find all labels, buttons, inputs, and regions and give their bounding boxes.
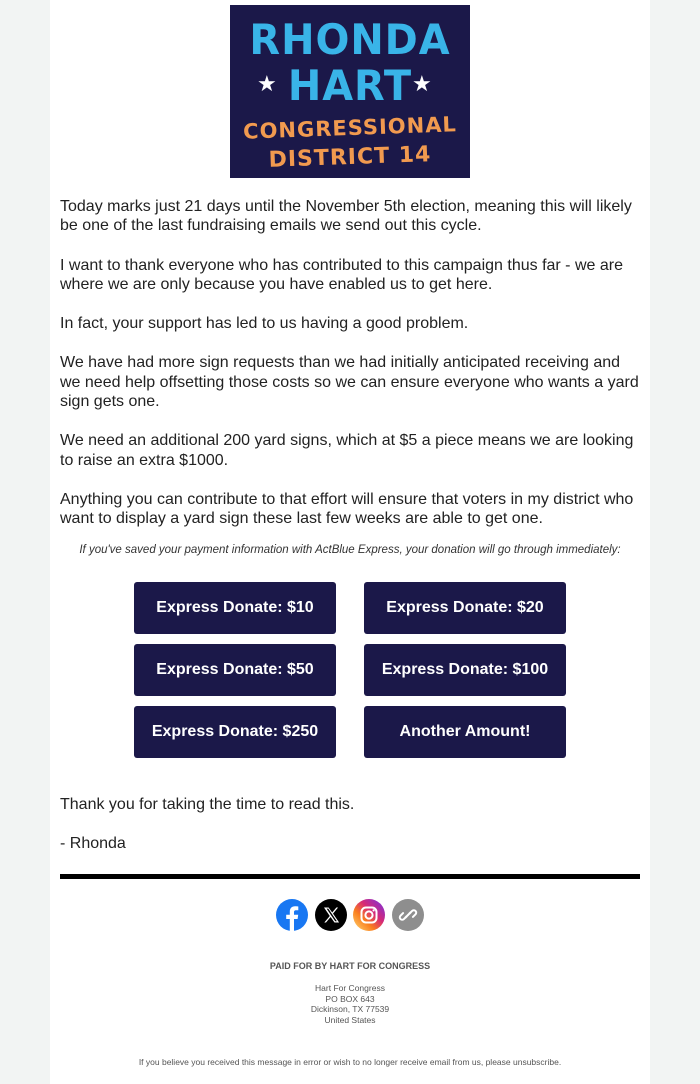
donate-100-button[interactable]: Express Donate: $100 — [364, 644, 566, 696]
unsubscribe-link[interactable]: If you believe you received this message in error or wish to no longer receive email from us, please unsubscribe. — [138, 1057, 562, 1067]
closing-thanks: Thank you for taking the time to read this. — [60, 796, 355, 813]
divider — [60, 874, 640, 879]
facebook-icon[interactable] — [276, 899, 308, 931]
logo-subtitle-line2: DISTRICT 14 — [268, 142, 432, 173]
logo-first-name: RHONDA — [249, 15, 451, 64]
unsubscribe-notice — [50, 1057, 650, 1067]
email-body — [60, 197, 640, 549]
link-icon[interactable] — [392, 899, 424, 931]
donate-20-button[interactable]: Express Donate: $20 — [364, 582, 566, 634]
donate-10-button[interactable]: Express Donate: $10 — [134, 582, 336, 634]
star-icon: ★ — [412, 71, 432, 96]
email-card — [50, 0, 650, 1084]
body-paragraph: Today marks just 21 days until the November 5th election, meaning this will likely be one of the last fundraising emails we send out this cycle. — [60, 198, 632, 235]
address-line: United States — [324, 1014, 376, 1025]
logo-subtitle-line1: CONGRESSIONAL — [242, 112, 458, 144]
closing — [60, 795, 640, 874]
body-paragraph: In fact, your support has led to us having a good problem. — [60, 315, 469, 333]
logo-last-name: HART — [287, 61, 413, 110]
actblue-note: If you've saved your payment information with ActBlue Express, your donation will go through immediately: — [79, 544, 621, 556]
donate-250-button[interactable]: Express Donate: $250 — [134, 706, 336, 758]
mailing-address — [50, 983, 650, 1025]
signature: - Rhonda — [60, 835, 126, 853]
address-line: Hart For Congress — [315, 983, 385, 993]
body-paragraph: Anything you can contribute to that effort will ensure that voters in my district who want to display a yard sign these last few weeks are able to get one. — [60, 490, 634, 528]
social-links — [50, 899, 650, 932]
body-paragraph: We need an additional 200 yard signs, which at $5 a piece means we are looking to raise an extra $1000. — [60, 432, 634, 469]
star-icon: ★ — [257, 71, 277, 96]
instagram-icon[interactable] — [353, 899, 385, 931]
body-paragraph: We have had more sign requests than we had initially anticipated receiving and we need help offsetting those costs so we can ensure everyone who wants a yard sign gets one. — [60, 354, 639, 411]
address-line: Dickinson, TX 77539 — [310, 1004, 390, 1014]
x-icon[interactable] — [315, 899, 347, 931]
another-amount-button[interactable]: Another Amount! — [364, 706, 566, 758]
address-line: PO BOX 643 — [325, 993, 375, 1004]
body-paragraph: I want to thank everyone who has contributed to this campaign thus far - we are where we are only because you have enabled us to get here. — [60, 256, 623, 293]
campaign-logo — [230, 5, 470, 178]
paid-for-disclaimer: PAID FOR BY HART FOR CONGRESS — [269, 961, 431, 971]
donate-50-button[interactable]: Express Donate: $50 — [134, 644, 336, 696]
